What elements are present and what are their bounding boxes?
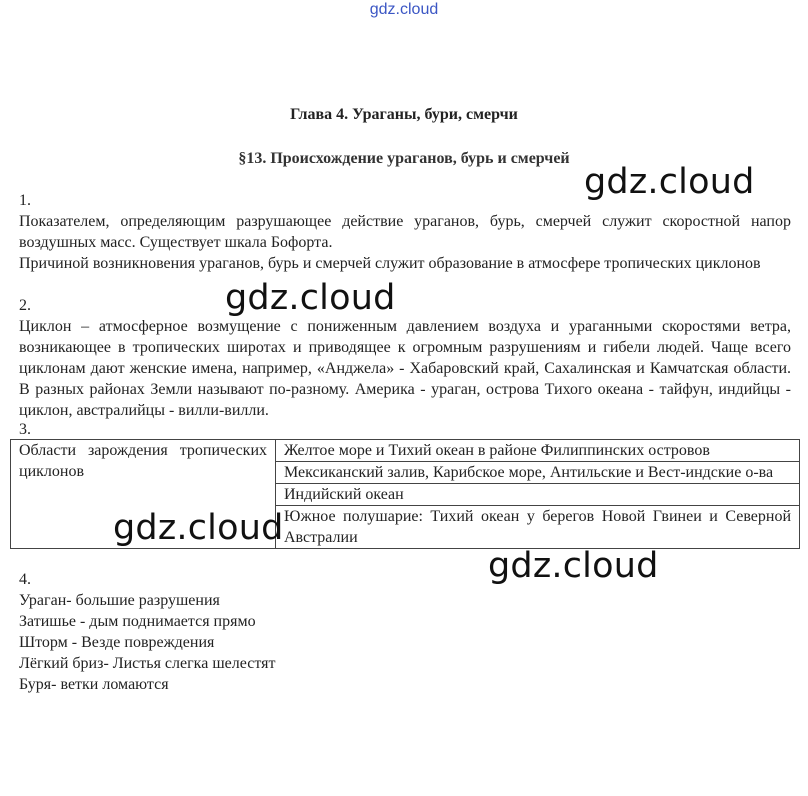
answer-1 (19, 190, 791, 274)
region-cell: Желтое море и Тихий океан в районе Филиппинских островов (276, 440, 800, 462)
list-item: Буря- ветки ломаются (19, 676, 169, 693)
list-item: Затишье - дым поднимается прямо (19, 613, 256, 630)
answer-2-paragraph: Циклон – атмосферное возмущение с пониженным давлением воздуха и ураганными скоростями ветра, возникающее в тропических широтах и приводящее к огромным разрушениям и гибели людей. Чаще всего циклонам дают женские имена, например, «Анджела» - Хабаровский край, Сахалинская и Камчатская области. В разных районах Земли называют по-разному. Америка - ураган, острова Тихого океана - тайфун, индийцы - циклон, австралийцы - вилли-вилли. (19, 318, 791, 419)
list-item: Шторм - Везде повреждения (19, 634, 215, 651)
list-item: Ураган- большие разрушения (19, 592, 220, 609)
chapter-title: Глава 4. Ураганы, бури, смерчи (290, 106, 518, 123)
region-cell: Мексиканский залив, Карибское море, Антильские и Вест-индские о-ва (276, 462, 800, 484)
watermark: gdz.cloud (113, 508, 284, 548)
answer-2-number: 2. (19, 297, 31, 314)
table-row (11, 440, 800, 462)
answer-3-number (19, 419, 791, 440)
watermark: gdz.cloud (488, 546, 659, 586)
watermark: gdz.cloud (584, 162, 755, 202)
section-title: §13. Происхождение ураганов, бурь и смерчей (238, 150, 570, 167)
region-cell: Индийский океан (276, 484, 800, 506)
answer-3-number-label: 3. (19, 421, 31, 438)
watermark: gdz.cloud (225, 278, 396, 318)
answer-2 (19, 295, 791, 421)
answer-1-paragraph-1: Показателем, определяющим разрушающее действие ураганов, бурь, смерчей служит скоростной напор воздушных масс. Существует шкала Бофорта. (19, 213, 791, 251)
region-cell: Южное полушарие: Тихий океан у берегов Новой Гвинеи и Северной Австралии (276, 506, 800, 549)
list-item: Лёгкий бриз- Листья слегка шелестят (19, 655, 276, 672)
top-watermark: gdz.cloud (369, 1, 439, 18)
table-header-cell: Области зарождения тропических циклонов (11, 440, 276, 549)
answer-1-number: 1. (19, 192, 31, 209)
answer-1-paragraph-2: Причиной возникновения ураганов, бурь и смерчей служит образование в атмосфере тропических циклонов (19, 255, 761, 272)
answer-4-number: 4. (19, 571, 31, 588)
answer-4 (19, 569, 791, 695)
